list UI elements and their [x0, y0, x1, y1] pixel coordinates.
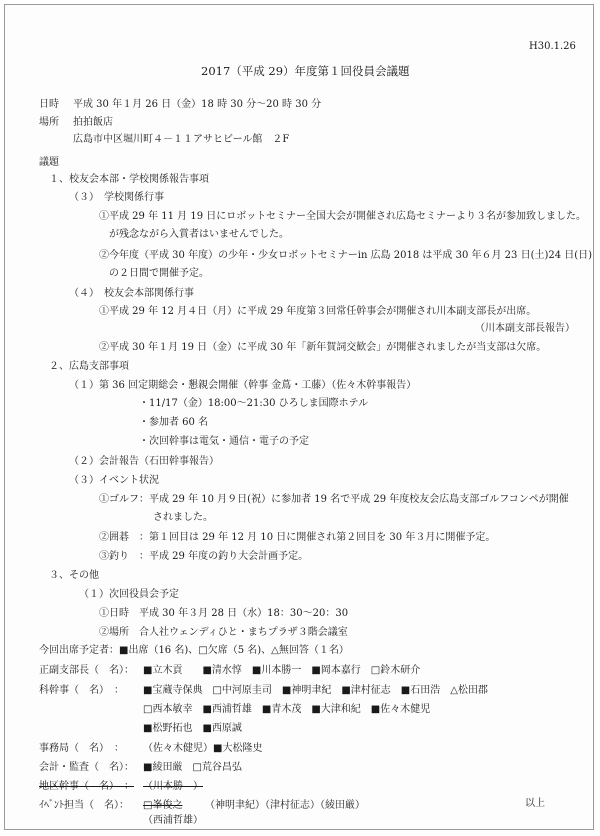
event-staff-names: （神明聿紀）（津村征志）（綾田厳） [205, 800, 365, 811]
school-events-heading: （３） 学校関係行事 [69, 192, 164, 203]
audit-names: ■綾田厳 □荒谷昌弘 [143, 762, 242, 773]
event-staff-struck-name: □峯俊之 [143, 800, 183, 811]
fishing-item: ③釣り ：平成 29 年度の釣り大会計画予定。 [99, 551, 309, 562]
general-meeting-heading: （１）第 36 回定期総会・懇親会開催（幹事 金蔦・工藤）（佐々木幹事報告） [69, 380, 417, 391]
golf-item: ①ゴルフ：平成 29 年 10 月９日(祝）に参加者 19 名で平成 29 年度校友会広島支部ゴルフコンペが開催 [99, 494, 569, 505]
school-item-2-cont: の２日間で開催予定。 [109, 268, 209, 279]
general-meeting-bullet-2: ・参加者 60 名 [139, 417, 209, 428]
events-status-heading: （３）イベント状況 [69, 475, 159, 486]
accounting-report: （２）会計報告（石田幹事報告） [69, 456, 219, 467]
secretariat-label: 事務局（ 名） ： [39, 743, 124, 754]
section-1-heading: １、校友会本部・学校関係報告事項 [49, 174, 209, 185]
document-title: 2017（平成 29）年度第１回役員会議題 [201, 64, 410, 78]
hq-item-1-reporter: （川本副支部長報告） [475, 323, 575, 334]
regional-secretary-label: 地区幹事（ 名） ： [39, 781, 134, 792]
agenda-label: 議題 [39, 157, 59, 168]
vice-director-names: ■立木貢 ■清水惇 ■川本勝一 ■岡本嘉行 □鈴木研介 [143, 665, 421, 676]
hq-item-1: ①平成 29 年 12 月４日（月）に平成 29 年度第３回常任幹事会が開催され川本副支部長が出席。 [99, 306, 537, 317]
attendance-legend: 今回出席予定者：■出席（16 名)、□欠席（5 名)、△無回答（１名） [39, 645, 349, 656]
hq-events-heading: （４） 校友会本部関係行事 [69, 288, 194, 299]
place-name: 拍拍飯店 [73, 117, 113, 128]
section-secretary-row-3: ■松野拓也 ■西原誠 [143, 723, 242, 734]
vice-director-label: 正副支部長（ 名）： [39, 665, 134, 676]
next-meeting-datetime: ①日時 平成 30 年３月 28 日（水）18：30～20：30 [99, 608, 349, 619]
next-meeting-place: ②場所 合人社ウェンディひと・まちプラザ３階会議室 [99, 627, 348, 638]
school-item-2: ②今年度（平成 30 年度）の少年・少女ロボットセミナーin 広島 2018 は平成 30 年６月 23 日(土)24 日(日) [99, 250, 593, 261]
next-meeting-heading: （１）次回役員会予定 [79, 589, 179, 600]
general-meeting-bullet-1: ・11/17（金）18:00～21:30 ひろしま国際ホテル [139, 398, 369, 409]
school-item-1: ①平成 29 年 11 月 19 日にロボットセミナー全国大会が開催され広島セミナーより３名が参加致しました。 [99, 211, 586, 222]
go-item: ②囲碁 ：第１回目は 29 年 12 月 10 日に開催され第２回目を 30 年３月に開催予定。 [99, 532, 496, 543]
section-3-heading: ３、その他 [49, 570, 99, 581]
secretariat-names: （佐々木健児）■大松隆史 [143, 743, 263, 754]
audit-label: 会計・監査（ 名）： [39, 762, 134, 773]
hq-item-2: ②平成 30 年１月 19 日（金）に平成 30 年「新年賀詞交歓会」が開催されましたが当支部は欠席。 [99, 342, 547, 353]
school-item-1-cont: が残念ながら入賞者はいませんでした。 [109, 229, 289, 240]
datetime-value: 平成 30 年１月 26 日（金）18 時 30 分～20 時 30 分 [73, 99, 322, 110]
closing-mark: 以上 [525, 798, 545, 809]
section-2-heading: ２、広島支部事項 [49, 361, 129, 372]
place-address: 広島市中区堀川町４－１１アサヒビール館 ２F [73, 134, 290, 145]
place-label: 場所 [39, 117, 59, 128]
general-meeting-bullet-3: ・次回幹事は電気・通信・電子の予定 [139, 436, 309, 447]
datetime-label: 日時 [39, 99, 59, 110]
section-secretary-label: 科幹事（ 名） ： [39, 685, 124, 696]
date-stamp: H30.1.26 [529, 41, 576, 52]
regional-secretary-names: （川本勝 ） [143, 781, 203, 792]
section-secretary-row-1: ■宝蔵寺保典 □中河原圭司 ■神明聿紀 ■津村征志 ■石田浩 △松田郡 [143, 685, 488, 696]
event-staff-names-cont: （西浦哲雄） [143, 815, 203, 826]
event-staff-label: ｲﾍﾞﾝﾄ担当（ 名）： [39, 800, 129, 811]
document-page [4, 4, 594, 830]
section-secretary-row-2: □西本敏幸 ■西浦哲雄 ■青木茂 ■大津和紀 ■佐々木健児 [143, 704, 431, 715]
golf-item-cont: されました。 [153, 512, 213, 523]
